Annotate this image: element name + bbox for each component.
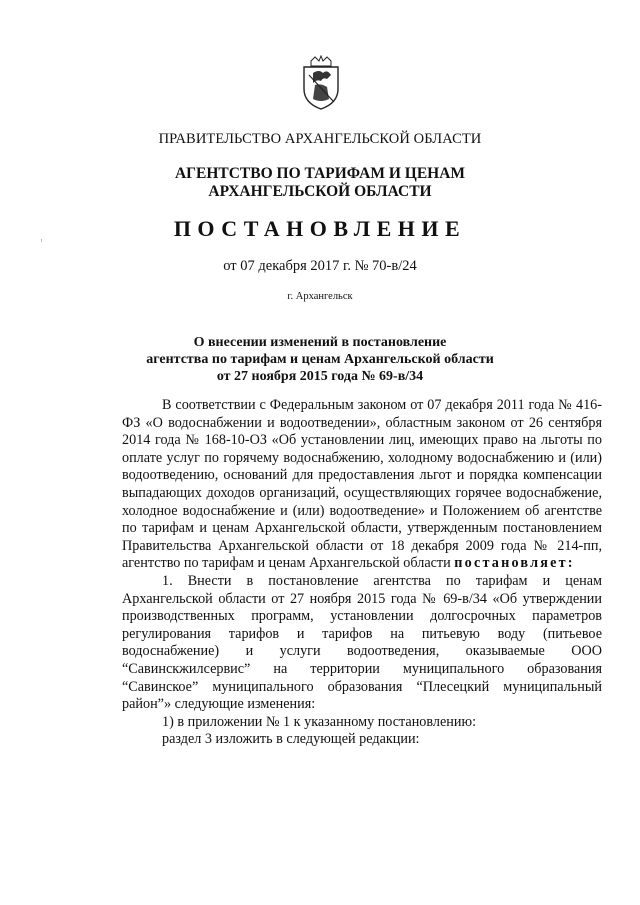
paragraph-preamble xyxy=(122,397,602,573)
agency-name-line1: АГЕНТСТВО ПО ТАРИФАМ И ЦЕНАМ xyxy=(174,165,466,182)
decree-body xyxy=(122,397,602,749)
coat-of-arms-emblem xyxy=(301,55,341,111)
decides-word: постановляет: xyxy=(454,555,575,572)
decree-subject xyxy=(0,334,640,385)
preamble-text: В соответствии с Федеральным законом от 07 декабря 2011 года № 416-ФЗ «О водоснабжении и водоотведении», областным законом от 26 сентября 2014 года № 168-10-ОЗ «Об установлении лиц, имеющих право на льготы по оплате услуг по горячему водоснабжению, холодному водоснабжению и (или) водоотведению, оснований для предоставления льгот и порядка компенсации выпадающих доходов организаций, осуществляющих горячее водоснабжение, холодное водоснабжение и (или) водоотведение» и Положением об агентстве по тарифам и ценам Архангельской области, утвержденным постановлением Правительства Архангельской области от 18 декабря 2009 года № 214-пп, агентство по тарифам и ценам Архангельской области xyxy=(122,397,602,572)
paragraph-item-1: 1. Внести в постановление агентства по тарифам и ценам Архангельской области от 27 ноября 2015 года № 69-в/34 «Об утверждении производственных программ, установлении долгосрочных параметров регулирования тарифов и тарифов на питьевую воду (питьевое водоснабжение) и услуги водоотведения, оказываемые ООО “Савинскжилсервис” на территории муниципального образования “Савинское” муниципального образования “Плесецкий муниципальный район”» следующие изменения: xyxy=(122,572,602,713)
agency-name xyxy=(0,165,640,201)
subject-line1: О внесении изменений в постановление xyxy=(193,335,447,350)
government-name: ПРАВИТЕЛЬСТВО АРХАНГЕЛЬСКОЙ ОБЛАСТИ xyxy=(158,131,482,147)
paragraph-subitem-1: 1) в приложении № 1 к указанному постановлению: xyxy=(162,713,477,730)
subject-line2: агентства по тарифам и ценам Архангельской области xyxy=(146,352,494,367)
decree-date-number: от 07 декабря 2017 г. № 70-в/24 xyxy=(223,258,417,274)
decree-city: г. Архангельск xyxy=(287,291,353,302)
subject-line3: от 27 ноября 2015 года № 69-в/34 xyxy=(216,369,424,384)
margin-mark xyxy=(41,239,42,242)
agency-name-line2: АРХАНГЕЛЬСКОЙ ОБЛАСТИ xyxy=(208,183,432,200)
decree-title: ПОСТАНОВЛЕНИЕ xyxy=(173,216,467,241)
paragraph-section-3: раздел 3 изложить в следующей редакции: xyxy=(162,731,420,748)
